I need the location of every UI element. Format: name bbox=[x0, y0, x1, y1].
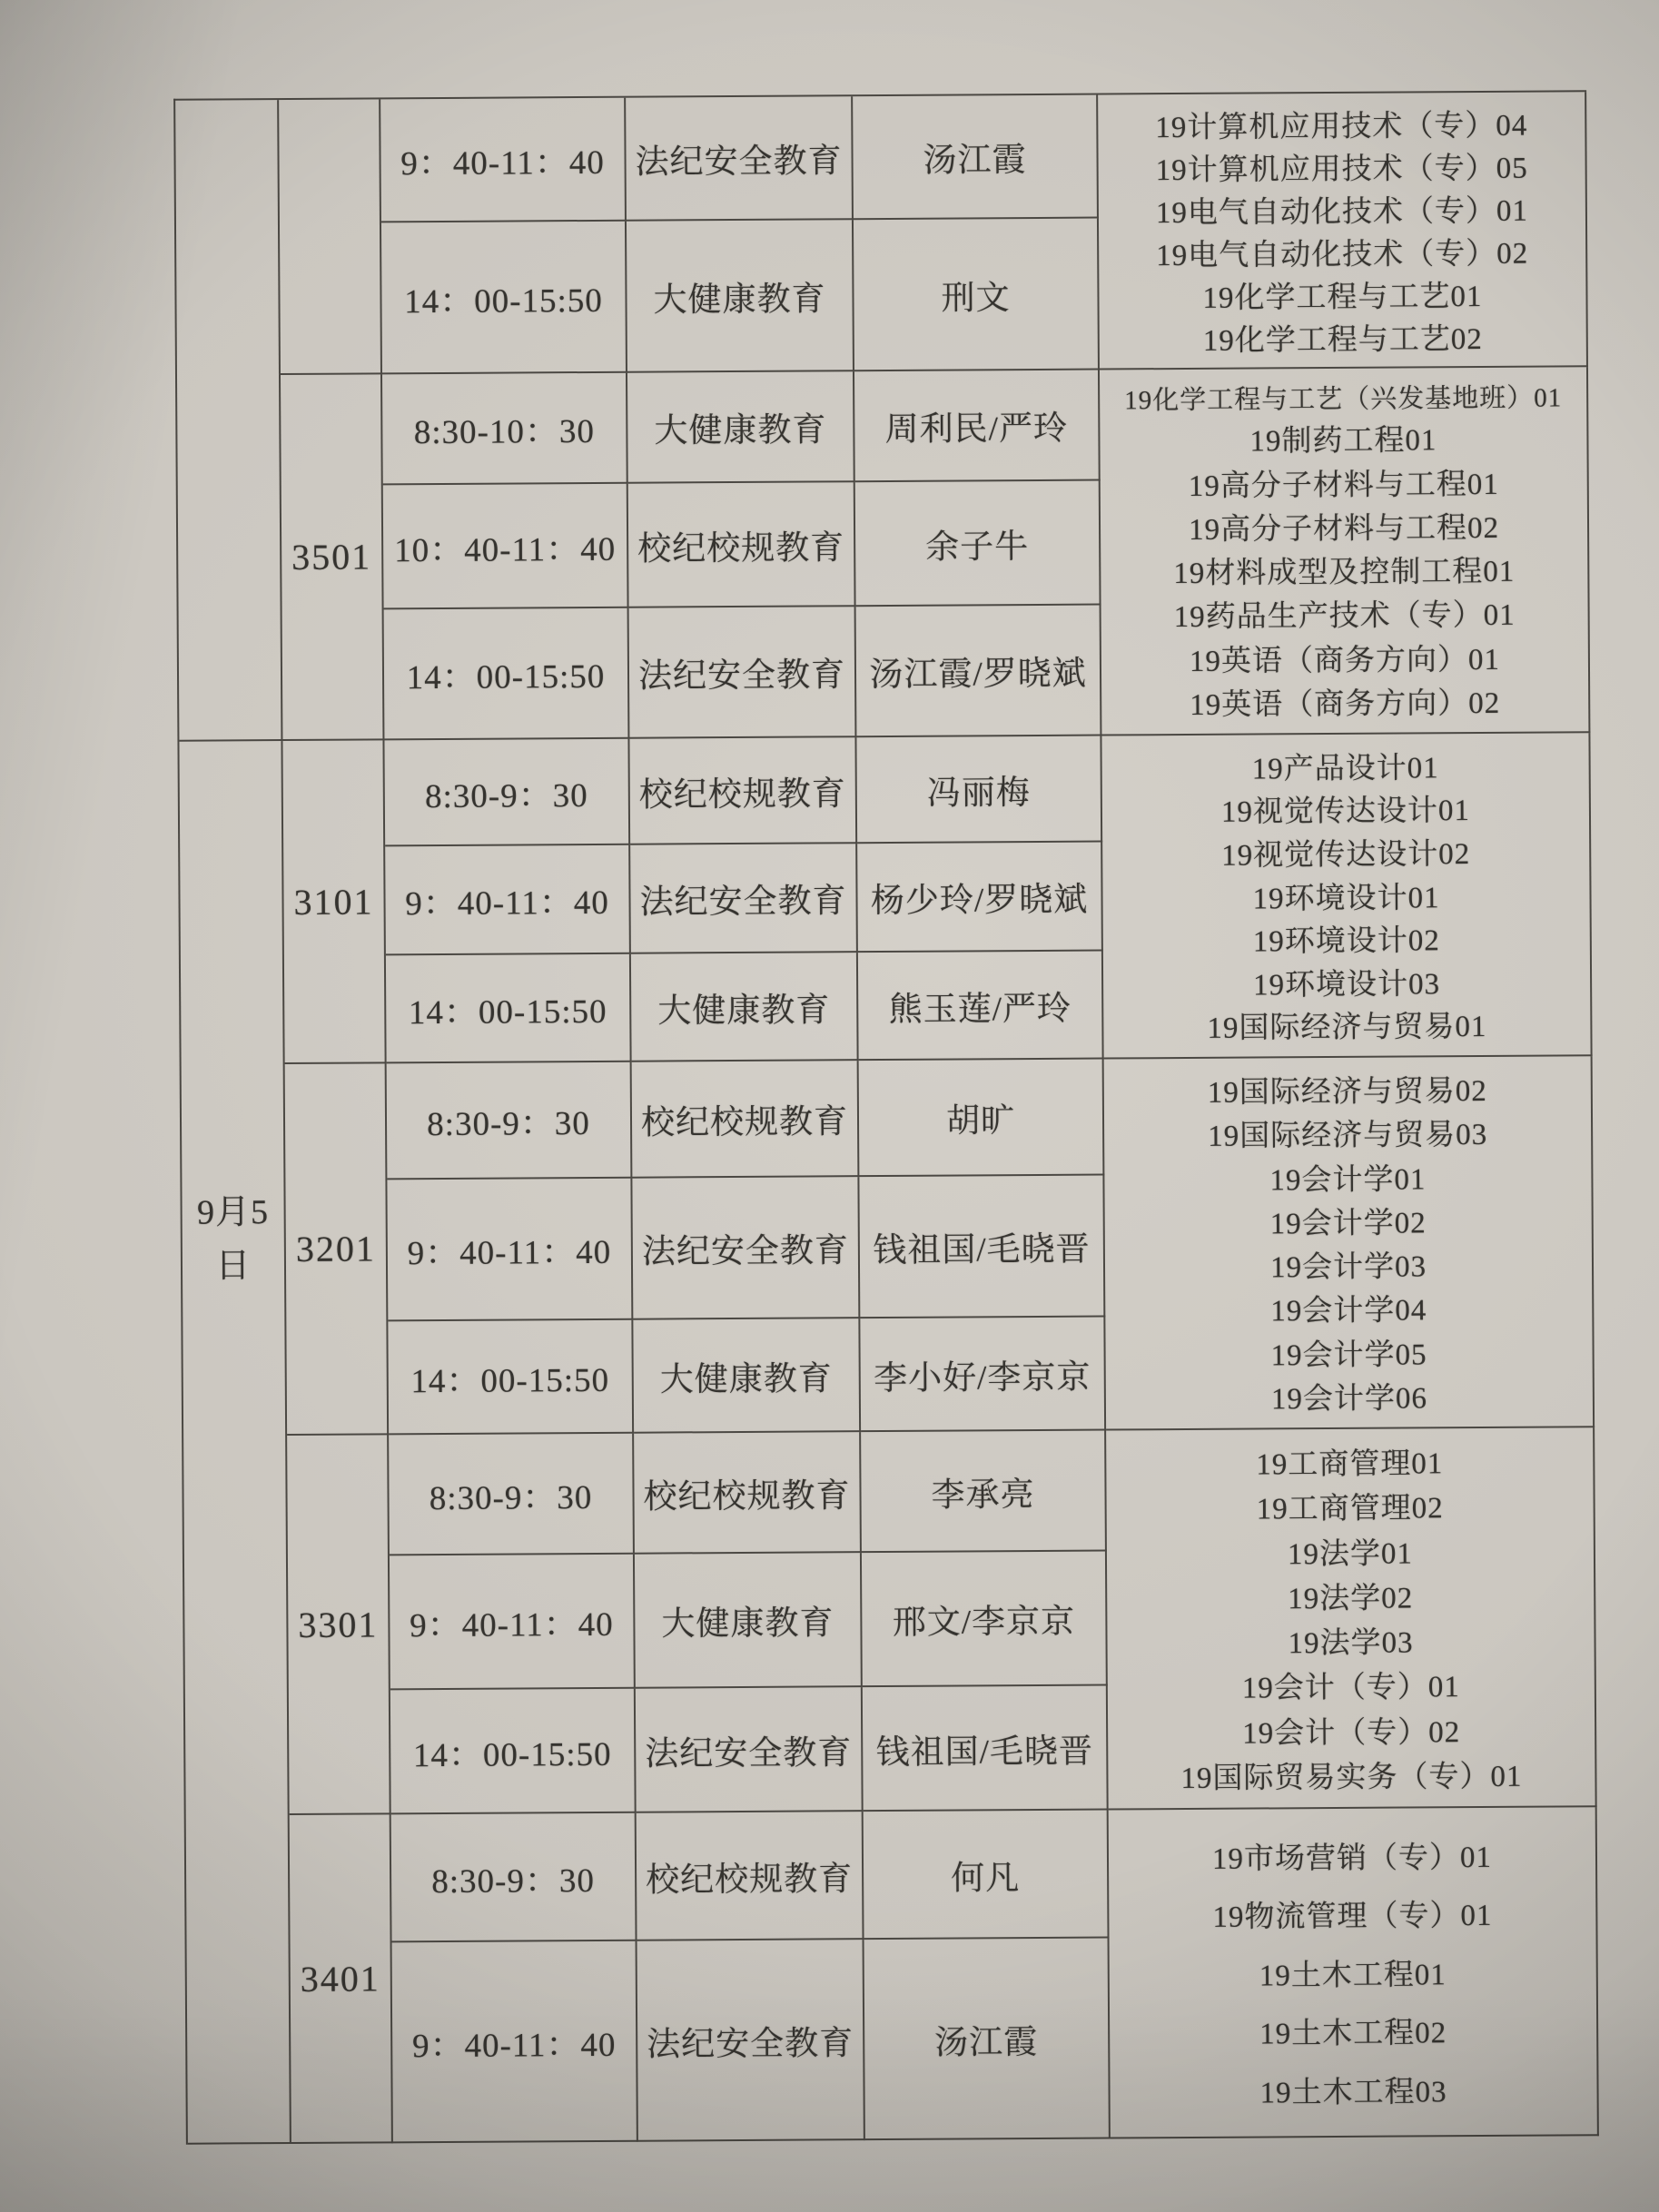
class-item: 19环境设计03 bbox=[1253, 968, 1441, 1002]
teacher-cell: 周利民/严玲 bbox=[854, 370, 1101, 483]
date-cell-empty bbox=[175, 100, 282, 742]
time-cell: 8:30-9：30 bbox=[384, 739, 630, 847]
class-item: 19计算机应用技术（专）05 bbox=[1155, 152, 1528, 188]
course-cell: 法纪安全教育 bbox=[632, 1177, 860, 1320]
class-item: 19国际经济与贸易01 bbox=[1207, 1011, 1487, 1046]
course-cell: 校纪校规教育 bbox=[634, 1432, 862, 1555]
time-cell: 9：40-11：40 bbox=[392, 1941, 638, 2144]
course-cell: 校纪校规教育 bbox=[632, 1061, 860, 1179]
time-cell: 8:30-9：30 bbox=[389, 1434, 635, 1556]
class-item: 19化学工程与工艺01 bbox=[1202, 280, 1483, 315]
teacher-cell: 汤江霞/罗晓斌 bbox=[856, 606, 1102, 738]
class-item: 19材料成型及控制工程01 bbox=[1173, 555, 1516, 591]
class-item: 19物流管理（专）01 bbox=[1212, 1899, 1493, 1934]
time-cell: 9：40-11：40 bbox=[385, 845, 631, 956]
course-cell: 校纪校规教育 bbox=[628, 482, 856, 608]
class-item: 19计算机应用技术（专）04 bbox=[1155, 109, 1528, 145]
course-cell: 大健康教育 bbox=[627, 220, 854, 373]
teacher-cell: 杨少玲/罗晓斌 bbox=[857, 843, 1103, 953]
teacher-cell: 汤江霞 bbox=[853, 95, 1099, 221]
course-cell: 大健康教育 bbox=[627, 371, 855, 484]
room-cell-3301: 3301 bbox=[287, 1435, 391, 1815]
course-cell: 法纪安全教育 bbox=[626, 96, 854, 222]
class-item: 19高分子材料与工程02 bbox=[1188, 511, 1500, 547]
class-item: 19环境设计02 bbox=[1252, 924, 1440, 959]
time-cell: 14：00-15:50 bbox=[381, 222, 627, 375]
class-item: 19国际经济与贸易02 bbox=[1207, 1075, 1487, 1111]
class-item: 19会计学04 bbox=[1270, 1294, 1427, 1328]
course-cell: 校纪校规教育 bbox=[629, 737, 857, 845]
course-cell: 法纪安全教育 bbox=[637, 1940, 865, 2142]
class-item: 19会计学03 bbox=[1269, 1250, 1427, 1285]
room-cell-3101: 3101 bbox=[282, 740, 386, 1064]
class-item: 19药品生产技术（专）01 bbox=[1173, 599, 1516, 635]
time-cell: 9：40-11：40 bbox=[387, 1179, 633, 1322]
course-cell: 法纪安全教育 bbox=[630, 844, 858, 954]
class-item: 19法学01 bbox=[1287, 1537, 1414, 1571]
time-cell: 10：40-11：40 bbox=[383, 484, 629, 610]
course-cell: 校纪校规教育 bbox=[637, 1812, 864, 1941]
room-cell-3501: 3501 bbox=[281, 374, 384, 741]
schedule-table bbox=[173, 90, 1599, 2144]
room-cell-3201: 3201 bbox=[285, 1063, 389, 1436]
course-cell: 法纪安全教育 bbox=[629, 607, 857, 739]
teacher-cell: 钱祖国/毛晓晋 bbox=[859, 1176, 1105, 1319]
teacher-cell: 何凡 bbox=[864, 1811, 1110, 1940]
class-item: 19会计学06 bbox=[1270, 1382, 1428, 1417]
class-item: 19制药工程01 bbox=[1249, 424, 1437, 459]
class-item: 19英语（商务方向）02 bbox=[1190, 686, 1501, 722]
teacher-cell: 刑文 bbox=[854, 219, 1100, 372]
course-cell: 大健康教育 bbox=[631, 953, 859, 1062]
time-cell: 9：40-11：40 bbox=[380, 98, 627, 223]
class-item: 19会计学02 bbox=[1269, 1207, 1427, 1241]
time-cell: 9：40-11：40 bbox=[390, 1555, 636, 1691]
course-cell: 法纪安全教育 bbox=[636, 1687, 864, 1813]
class-item: 19国际贸易实务（专）01 bbox=[1180, 1760, 1523, 1795]
class-item: 19化学工程与工艺02 bbox=[1202, 322, 1483, 358]
schedule-grid bbox=[173, 90, 1599, 2144]
classes-cell bbox=[1100, 367, 1590, 736]
time-cell: 8:30-10：30 bbox=[382, 373, 628, 486]
classes-cell bbox=[1109, 1807, 1599, 2138]
class-item: 19视觉传达设计02 bbox=[1221, 837, 1471, 873]
room-cell-3401: 3401 bbox=[290, 1814, 393, 2144]
class-item: 19视觉传达设计01 bbox=[1220, 795, 1471, 829]
class-item: 19产品设计01 bbox=[1251, 751, 1439, 786]
teacher-cell: 冯丽梅 bbox=[856, 736, 1102, 844]
classes-cell bbox=[1101, 733, 1592, 1059]
time-cell: 14：00-15:50 bbox=[386, 954, 632, 1064]
class-item: 19化学工程与工艺（兴发基地班）01 bbox=[1124, 383, 1563, 416]
class-item: 19会计学01 bbox=[1269, 1163, 1427, 1198]
class-item: 19土木工程03 bbox=[1259, 2075, 1447, 2110]
teacher-cell: 熊玉莲/严玲 bbox=[858, 952, 1104, 1062]
class-item: 19土木工程01 bbox=[1259, 1958, 1447, 1993]
classes-cell bbox=[1098, 92, 1588, 370]
class-item: 19工商管理02 bbox=[1256, 1492, 1444, 1526]
class-item: 19国际经济与贸易03 bbox=[1208, 1119, 1488, 1154]
class-item: 19法学03 bbox=[1288, 1626, 1414, 1661]
class-item: 19环境设计01 bbox=[1252, 881, 1440, 916]
teacher-cell: 余子牛 bbox=[855, 481, 1101, 607]
class-item: 19电气自动化技术（专）02 bbox=[1156, 237, 1529, 273]
class-item: 19电气自动化技术（专）01 bbox=[1155, 194, 1529, 231]
teacher-cell: 汤江霞 bbox=[864, 1939, 1111, 2141]
course-cell: 大健康教育 bbox=[633, 1318, 861, 1434]
class-item: 19工商管理01 bbox=[1256, 1447, 1444, 1482]
classes-cell bbox=[1104, 1056, 1595, 1430]
class-item: 19市场营销（专）01 bbox=[1211, 1841, 1493, 1876]
date-cell bbox=[179, 741, 291, 2145]
teacher-cell: 胡旷 bbox=[859, 1060, 1105, 1178]
class-item: 19法学02 bbox=[1288, 1582, 1414, 1616]
course-cell: 大健康教育 bbox=[635, 1553, 863, 1689]
time-cell: 14：00-15:50 bbox=[384, 608, 630, 741]
class-item: 19英语（商务方向）01 bbox=[1189, 643, 1501, 678]
time-cell: 14：00-15:50 bbox=[390, 1689, 637, 1815]
time-cell: 8:30-9：30 bbox=[391, 1813, 637, 1943]
time-cell: 8:30-9：30 bbox=[387, 1062, 633, 1180]
teacher-cell: 钱祖国/毛晓晋 bbox=[863, 1686, 1109, 1812]
date-label: 9月5日 bbox=[196, 1193, 270, 1286]
class-item: 19高分子材料与工程01 bbox=[1188, 468, 1499, 503]
class-item: 19会计学05 bbox=[1270, 1338, 1427, 1372]
class-item: 19会计（专）01 bbox=[1241, 1671, 1460, 1705]
class-item: 19土木工程02 bbox=[1259, 2017, 1447, 2051]
teacher-cell: 邢文/李京京 bbox=[862, 1552, 1108, 1688]
teacher-cell: 李承亮 bbox=[861, 1431, 1107, 1554]
room-cell-empty bbox=[279, 99, 382, 375]
classes-cell bbox=[1106, 1427, 1597, 1810]
time-cell: 14：00-15:50 bbox=[388, 1320, 634, 1436]
class-item: 19会计（专）02 bbox=[1242, 1715, 1461, 1751]
teacher-cell: 李小好/李京京 bbox=[860, 1318, 1106, 1433]
